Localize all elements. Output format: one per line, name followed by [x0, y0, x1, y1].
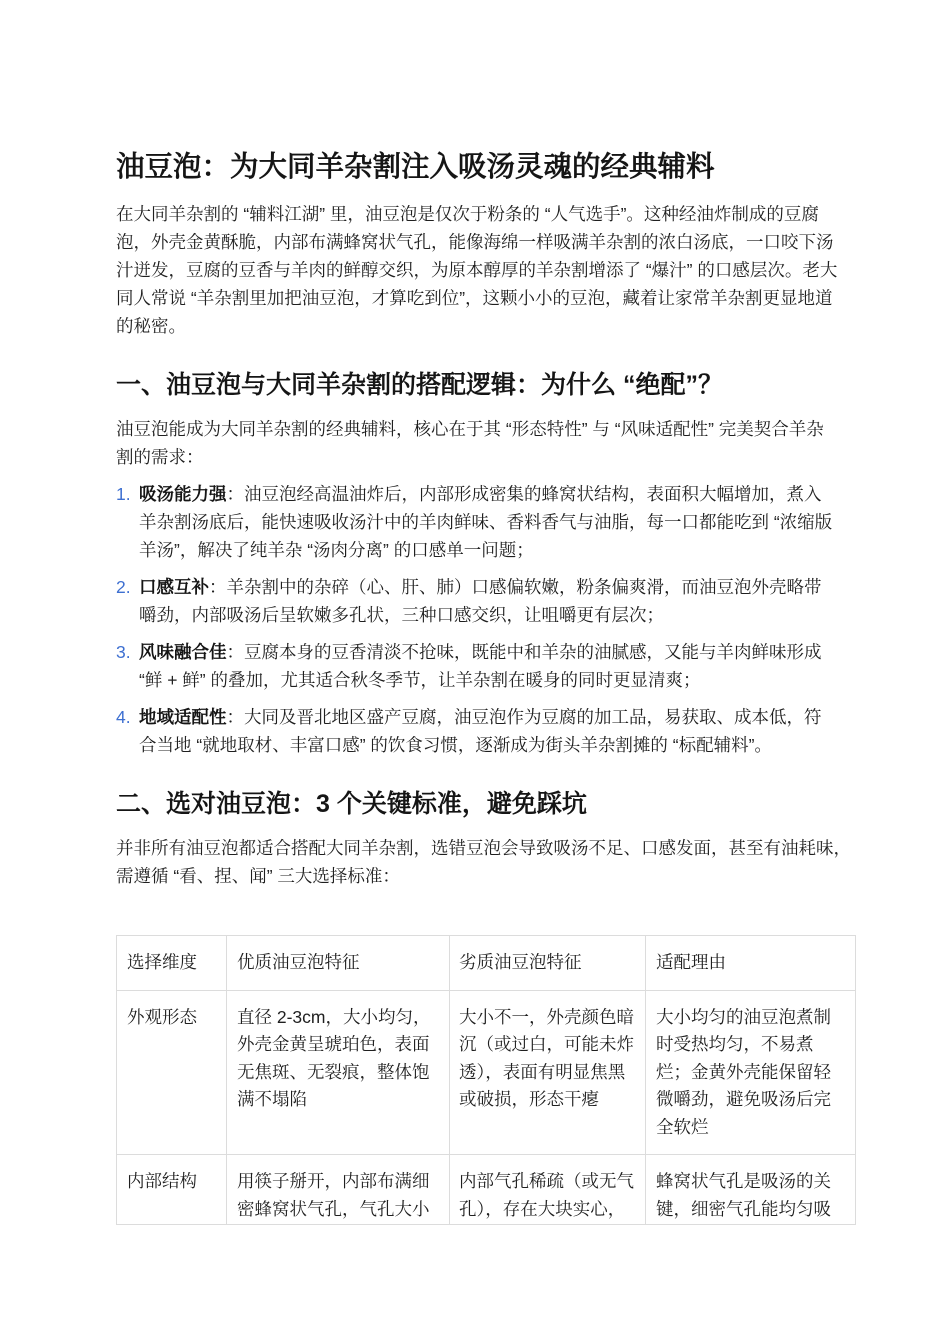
list-item-label: 地域适配性: [139, 707, 227, 727]
page-title: 油豆泡：为大同羊杂割注入吸汤灵魂的经典辅料: [116, 151, 715, 183]
list-item-label: 风味融合佳: [139, 642, 227, 662]
list-item-body: ：大同及晋北地区盛产豆腐，油豆泡作为豆腐的加工品，易获取、成本低，符合当地 “就地取材、丰富口感” 的饮食习惯，逐渐成为街头羊杂割摊的 “标配辅料”。: [139, 707, 822, 755]
table-row: [117, 990, 856, 1155]
section-heading-pairing-logic: 一、油豆泡与大同羊杂割的搭配逻辑：为什么 “绝配”？: [116, 371, 723, 399]
table-header-cell: 选择维度: [117, 936, 227, 991]
section-lead-selection-criteria: 并非所有油豆泡都适合搭配大同羊杂割，选错豆泡会导致吸汤不足、口感发面，甚至有油耗味，需遵循 “看、捏、闻” 三大选择标准：: [116, 838, 851, 886]
table-header-row: [117, 936, 856, 991]
comparison-table-container: [116, 935, 856, 1225]
list-item: [116, 573, 838, 629]
list-item-text: [139, 480, 838, 564]
list-item-label: 吸汤能力强: [139, 484, 227, 504]
table-cell: 用筷子掰开，内部布满细密蜂窝状气孔，气孔大小: [227, 1155, 450, 1226]
section-lead-pairing-logic: 油豆泡能成为大同羊杂割的经典辅料，核心在于其 “形态特性” 与 “风味适配性” 完美契合羊杂割的需求：: [116, 419, 824, 467]
table-cell: 内部结构: [117, 1155, 227, 1226]
list-item-number: 1.: [116, 484, 131, 504]
list-item: [116, 638, 838, 694]
list-item-text: [139, 638, 838, 694]
list-item-number: 4.: [116, 707, 131, 727]
table-cell: 内部气孔稀疏（或无气孔），存在大块实心，: [450, 1155, 646, 1226]
intro-paragraph: 在大同羊杂割的 “辅料江湖” 里，油豆泡是仅次于粉条的 “人气选手”。这种经油炸制成的豆腐泡，外壳金黄酥脆，内部布满蜂窝状气孔，能像海绵一样吸满羊杂割的浓白汤底，一口咬下汤汁迸发，豆腐的豆香与羊肉的鲜醇交织，为原本醇厚的羊杂割增添了 “爆汁” 的口感层次。老大同人常说 “羊杂割里加把油豆泡，才算吃到位”，这颗小小的豆泡，藏着让家常羊杂割更显地道的秘密。: [116, 204, 838, 336]
comparison-table: [116, 935, 856, 1225]
table-cell: 外观形态: [117, 990, 227, 1155]
list-item-text: [139, 703, 838, 759]
list-item-number: 2.: [116, 577, 131, 597]
table-cell: 大小不一，外壳颜色暗沉（或过白，可能未炸透），表面有明显焦黑或破损，形态干瘪: [450, 990, 646, 1155]
table-header-cell: 适配理由: [646, 936, 856, 991]
table-header-cell: 劣质油豆泡特征: [450, 936, 646, 991]
section-heading-selection-criteria: 二、选对油豆泡：3 个关键标准，避免踩坑: [116, 790, 587, 818]
list-item-body: ：豆腐本身的豆香清淡不抢味，既能中和羊杂的油腻感，又能与羊肉鲜味形成 “鲜 + 鲜” 的叠加，尤其适合秋冬季节，让羊杂割在暖身的同时更显清爽；: [139, 642, 822, 690]
list-item-text: [139, 573, 838, 629]
list-item: [116, 480, 838, 564]
list-item-body: ：油豆泡经高温油炸后，内部形成密集的蜂窝状结构，表面积大幅增加，煮入羊杂割汤底后，能快速吸收汤汁中的羊肉鲜味、香料香气与油脂，每一口都能吃到 “浓缩版羊汤”，解决了纯羊杂 “汤肉分离” 的口感单一问题；: [139, 484, 833, 560]
table-row: [117, 1155, 856, 1226]
table-header-cell: 优质油豆泡特征: [227, 936, 450, 991]
table-cell: 大小均匀的油豆泡煮制时受热均匀，不易煮烂；金黄外壳能保留轻微嚼劲，避免吸汤后完全软烂: [646, 990, 856, 1155]
table-cell: 直径 2-3cm，大小均匀，外壳金黄呈琥珀色，表面无焦斑、无裂痕，整体饱满不塌陷: [227, 990, 450, 1155]
table-cell: 蜂窝状气孔是吸汤的关键，细密气孔能均匀吸: [646, 1155, 856, 1226]
list-item-label: 口感互补: [139, 577, 209, 597]
list-item-body: ：羊杂割中的杂碎（心、肝、肺）口感偏软嫩，粉条偏爽滑，而油豆泡外壳略带嚼劲，内部吸汤后呈软嫩多孔状，三种口感交织，让咀嚼更有层次；: [139, 577, 822, 625]
list-item-number: 3.: [116, 642, 131, 662]
list-item: [116, 703, 838, 759]
numbered-list: [116, 480, 838, 768]
